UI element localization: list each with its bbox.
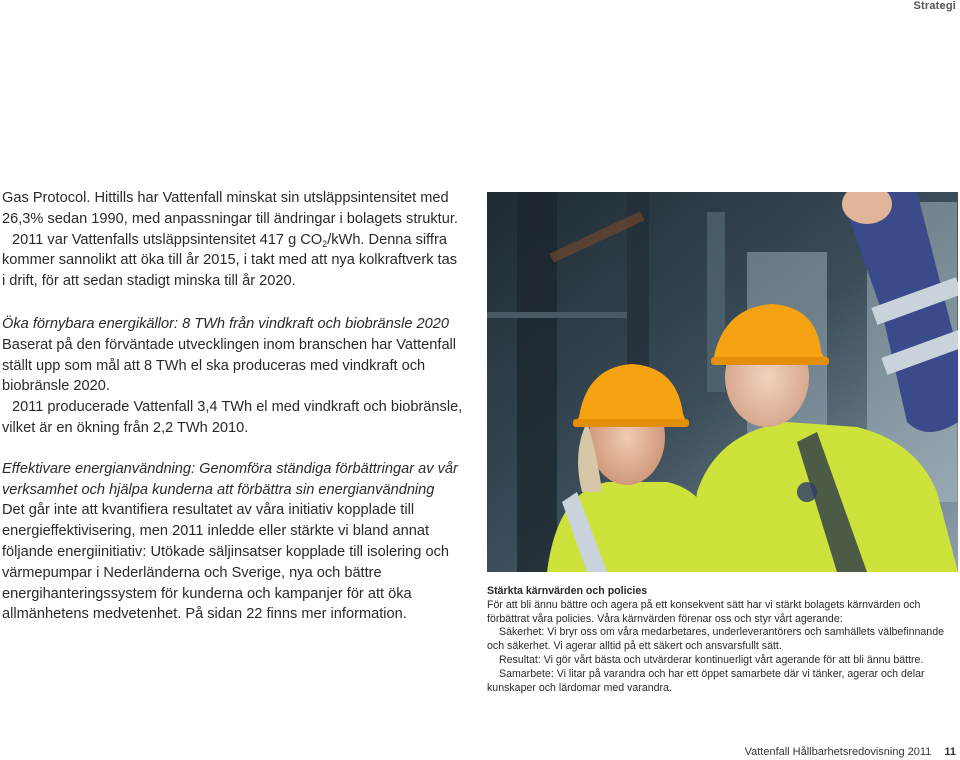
caption-intro: För att bli ännu bättre och agera på ett konsekvent sätt har vi stärkt bolagets kärnvärden och förbättrat våra policies. Våra kärnvärden förenar oss och styr vårt agerande: <box>487 598 921 625</box>
renewables-body-1: Baserat på den förväntade utvecklingen inom branschen har Vattenfall ställt upp som mål att 8 TWh el ska produceras med vindkraft och biobränsle 2020. <box>2 336 457 395</box>
renewables-body-2: 2011 producerade Vattenfall 3,4 TWh el med vindkraft och biobränsle, vilket är en ökning från 2,2 TWh 2010. <box>2 399 463 436</box>
caption-title: Stärkta kärnvärden och policies <box>487 585 648 597</box>
intro-line-1: Gas Protocol. Hittills har Vattenfall minskat sin utsläppsintensitet med 26,3% sedan 1990, med anpassningar till ändringar i bolagets struktur. <box>2 190 458 227</box>
photo-caption <box>487 585 947 695</box>
intro-line-2: 2011 var Vattenfalls utsläppsintensitet 417 g $CO_2$/kWh. Denna siffra kommer sannolikt att öka till år 2015, i takt med att nya kolkraftverk tas i drift, för att sedan stadigt minska till år 2020. <box>2 231 458 290</box>
page-number: 11 <box>944 746 956 758</box>
workers-illustration <box>487 192 958 572</box>
efficiency-body: Det går inte att kvantifiera resultatet av våra initiativ kopplade till energieffektivisering, men 2011 inledde eller stärkte vi bland annat följande energiinitiativ: Utökade säljinsatser kopplade till isolering och värmepumpar i Nederländerna och Sverige, nya och bättre energihanteringssystem för kunderna och kampanjer för att öka allmänhetens medvetenhet. På sidan 22 finns mer information. <box>2 502 449 623</box>
main-text-column <box>2 188 464 645</box>
page-footer <box>745 746 956 758</box>
workers-photo <box>487 192 958 572</box>
efficiency-section <box>2 459 464 625</box>
caption-value-safety: Säkerhet: Vi bryr oss om våra medarbetares, underleverantörers och samhällets välbefinnande och säkerhet. Vi agerar alltid på ett säkert och ansvarsfullt sätt. <box>487 626 944 653</box>
efficiency-heading: Effektivare energianvändning: Genomföra ständiga förbättringar av vår verksamhet och hjälpa kunderna att förbättra sin energianvändning <box>2 460 458 498</box>
intro-paragraph <box>2 188 464 292</box>
caption-value-results: Resultat: Vi gör vårt bästa och utvärderar kontinuerligt vårt agerande för att bli ännu bättre. <box>499 653 924 666</box>
report-title: Vattenfall Hållbarhetsredovisning 2011 <box>744 746 932 758</box>
renewables-heading: Öka förnybara energikällor: 8 TWh från vindkraft och biobränsle 2020 <box>2 315 449 332</box>
caption-value-cooperation: Samarbete: Vi litar på varandra och har ett öppet samarbete där vi tänker, agerar och delar kunskaper och lärdomar med varandra. <box>487 667 925 694</box>
renewables-section <box>2 314 464 439</box>
section-label: Strategi <box>913 0 956 12</box>
